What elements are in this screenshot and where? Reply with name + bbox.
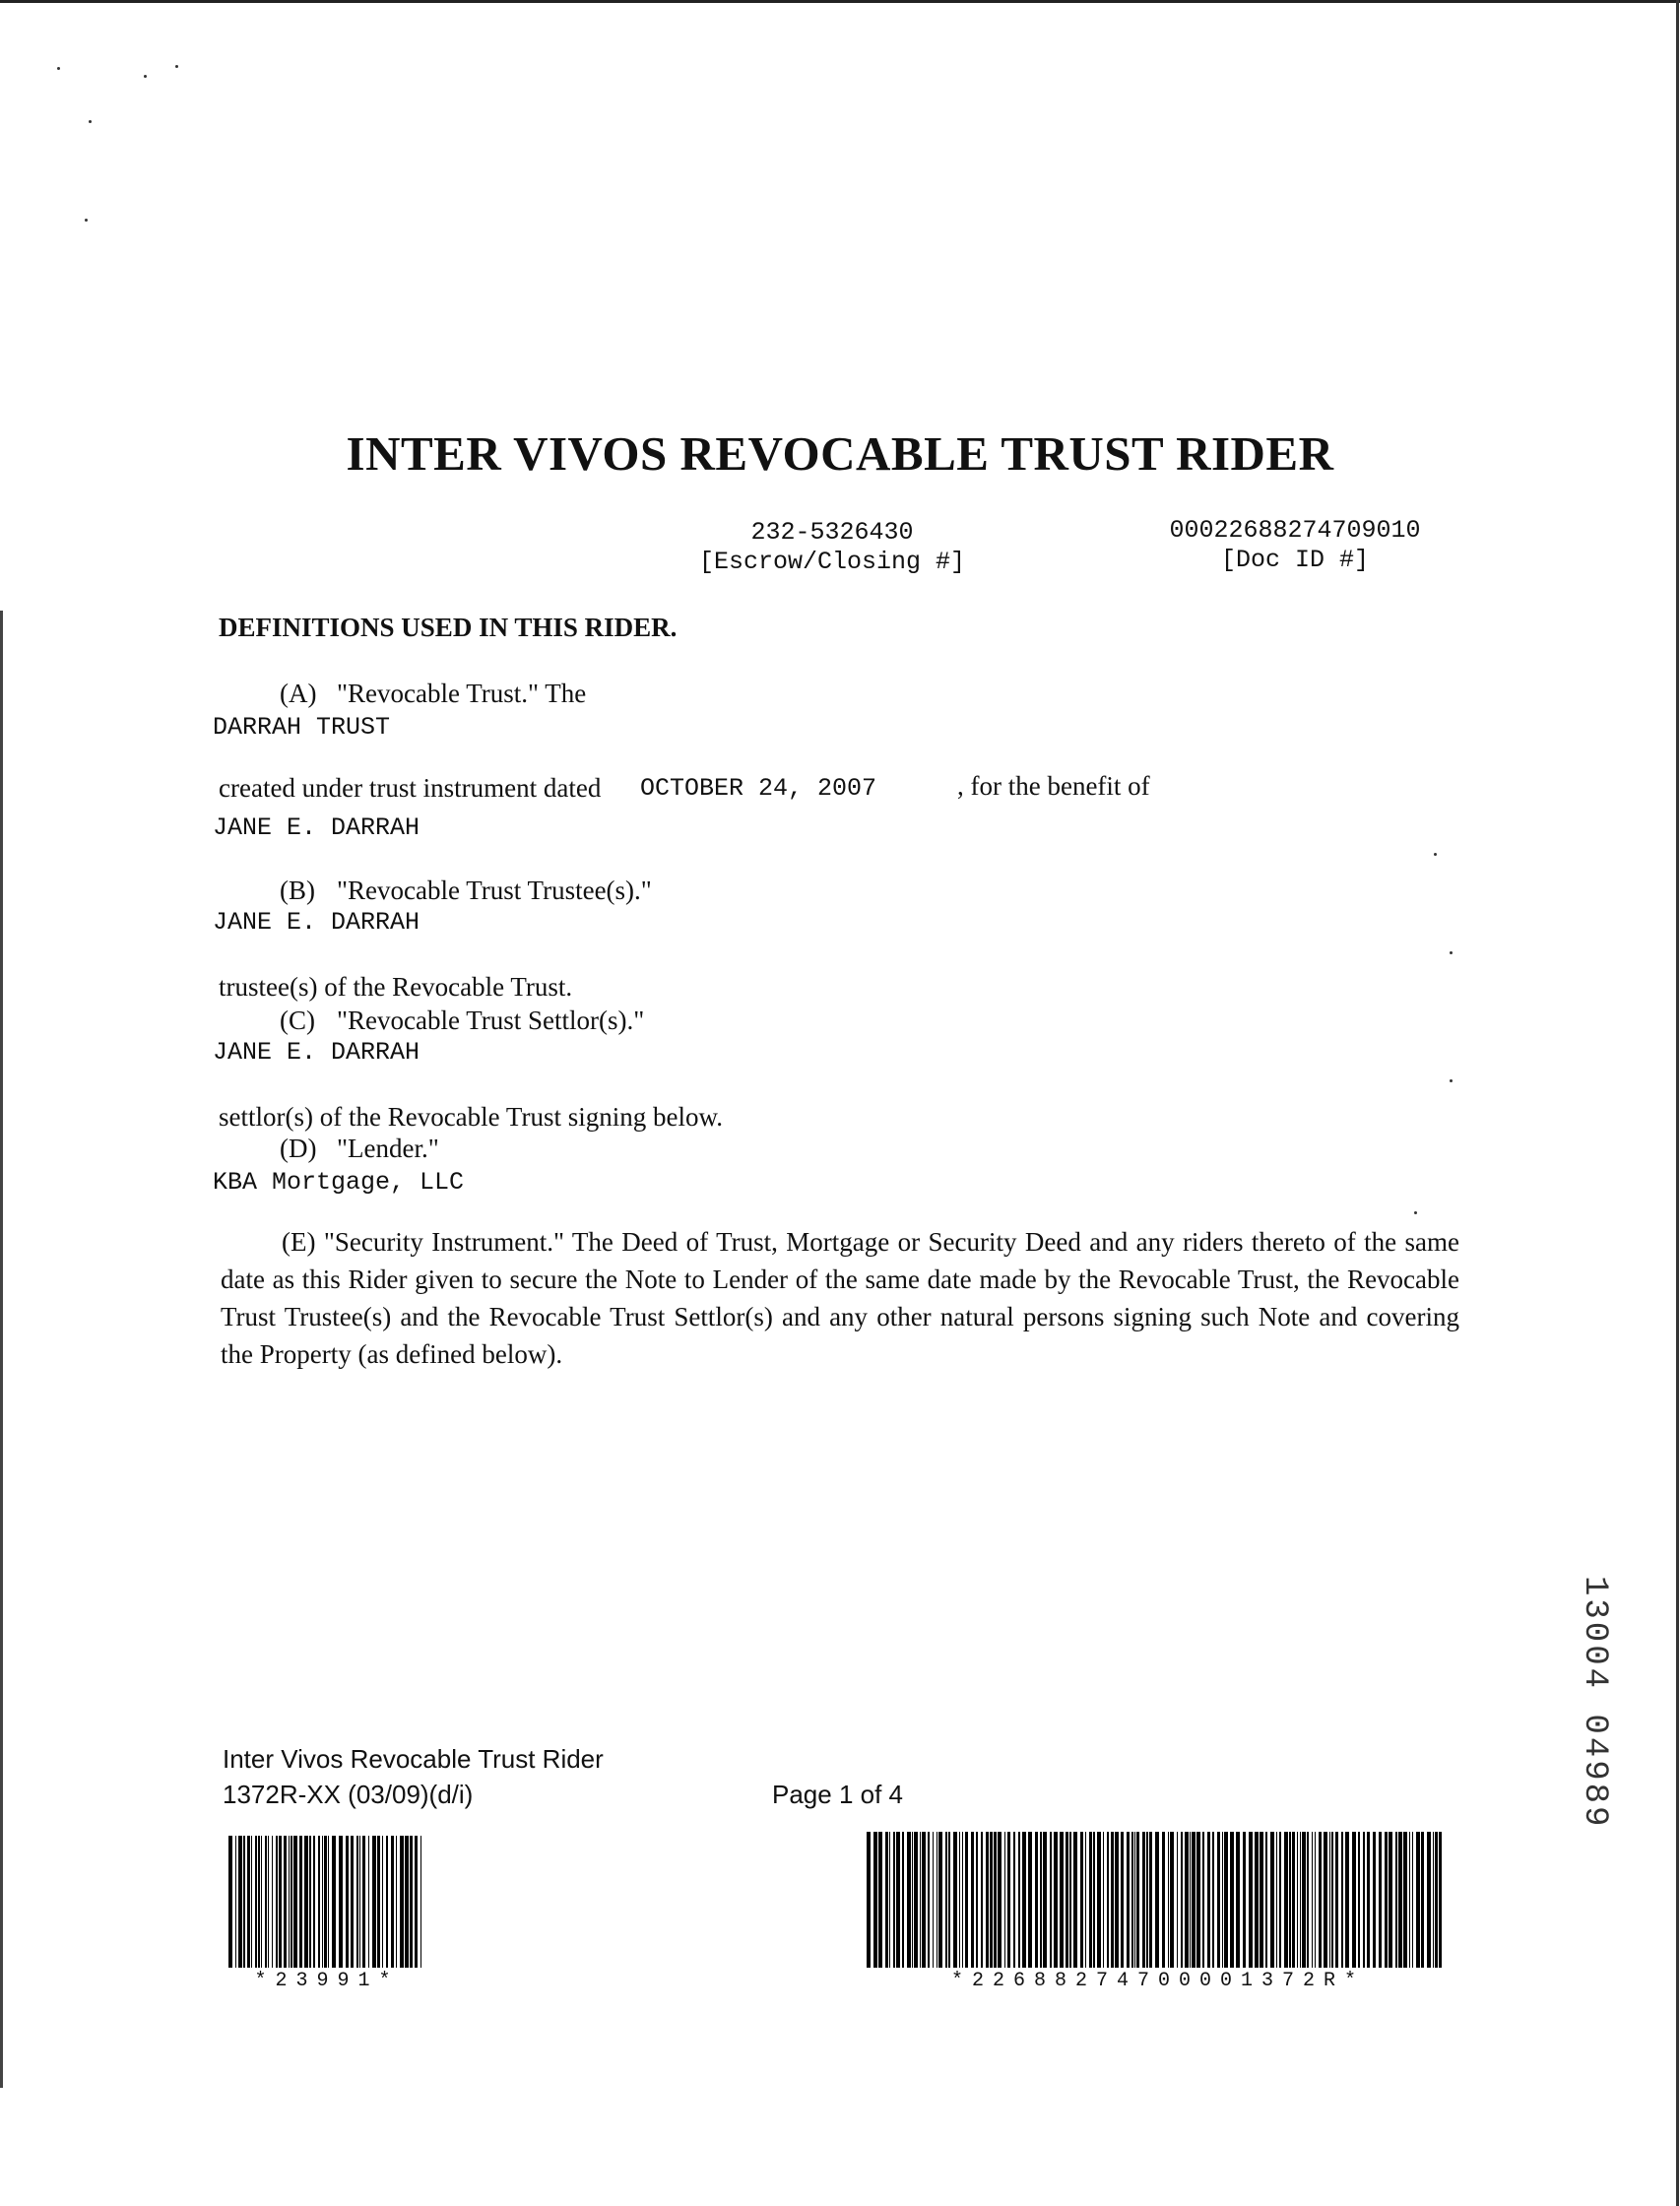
barcode-bar xyxy=(420,1836,421,1968)
barcode-bar xyxy=(1331,1832,1333,1968)
scan-speck xyxy=(1450,951,1453,954)
barcode-bar xyxy=(1149,1832,1152,1968)
barcode-bar xyxy=(235,1836,236,1968)
barcode-bar xyxy=(1352,1832,1356,1968)
barcode-bar xyxy=(339,1836,343,1968)
barcode-bar xyxy=(415,1836,418,1968)
barcode-bar xyxy=(1385,1832,1388,1968)
barcode-bar xyxy=(1115,1832,1119,1968)
barcode-bar xyxy=(959,1832,960,1968)
barcode-bar xyxy=(356,1836,358,1968)
barcode-bar xyxy=(1142,1832,1145,1968)
barcode-bar xyxy=(1435,1832,1438,1968)
barcode-bar xyxy=(258,1836,260,1968)
barcode-bar xyxy=(981,1832,983,1968)
barcode-bar xyxy=(867,1832,871,1968)
barcode-bar xyxy=(878,1832,882,1968)
barcode-bar xyxy=(1297,1832,1298,1968)
barcode-right xyxy=(867,1832,1444,1968)
barcode-bar xyxy=(1224,1832,1228,1968)
barcode-bar xyxy=(1131,1832,1133,1968)
barcode-bar xyxy=(1107,1832,1109,1968)
doc-id-label: [Doc ID #] xyxy=(1220,546,1370,574)
footer-page-number: Page 1 of 4 xyxy=(772,1780,903,1809)
barcode-bar xyxy=(920,1832,921,1968)
def-c-name: JANE E. DARRAH xyxy=(213,1038,420,1067)
barcode-bar xyxy=(1168,1832,1169,1968)
def-c-text: "Revocable Trust Settlor(s)." xyxy=(337,1006,645,1035)
barcode-bar xyxy=(1270,1832,1274,1968)
barcode-bar xyxy=(889,1832,890,1968)
barcode-bar xyxy=(1093,1832,1095,1968)
barcode-bar xyxy=(922,1832,926,1968)
barcode-bar xyxy=(1085,1832,1086,1968)
barcode-bar xyxy=(971,1832,974,1968)
barcode-bar xyxy=(1284,1832,1288,1968)
barcode-bar xyxy=(1345,1832,1349,1968)
def-a-date: OCTOBER 24, 2007 xyxy=(640,774,877,803)
barcode-bar xyxy=(291,1836,292,1968)
barcode-bar xyxy=(228,1836,232,1968)
def-b-name: JANE E. DARRAH xyxy=(213,908,420,937)
barcode-bar xyxy=(1181,1832,1183,1968)
barcode-bar xyxy=(276,1836,278,1968)
barcode-bar xyxy=(1389,1832,1392,1968)
barcode-bar xyxy=(933,1832,934,1968)
barcode-bar xyxy=(251,1836,252,1968)
barcode-bar xyxy=(1035,1832,1038,1968)
barcode-bar xyxy=(1265,1832,1267,1968)
barcode-bar xyxy=(346,1836,349,1968)
barcode-bar xyxy=(1022,1832,1026,1968)
barcode-bar xyxy=(948,1832,950,1968)
barcode-bar xyxy=(261,1836,262,1968)
barcode-bar xyxy=(1190,1832,1191,1968)
barcode-bar xyxy=(1249,1832,1253,1968)
barcode-bar xyxy=(386,1836,388,1968)
barcode-bar xyxy=(945,1832,947,1968)
barcode-bar xyxy=(1363,1832,1365,1968)
def-a-label: (A) xyxy=(280,679,317,708)
barcode-bar xyxy=(309,1836,311,1968)
barcode-bar xyxy=(962,1832,963,1968)
barcode-bar xyxy=(1373,1832,1376,1968)
def-a-trust-name: DARRAH TRUST xyxy=(213,713,391,742)
barcode-bar xyxy=(1367,1832,1370,1968)
barcode-bar xyxy=(1054,1832,1058,1968)
barcode-bar xyxy=(914,1832,918,1968)
barcode-bar xyxy=(1018,1832,1020,1968)
barcode-bar xyxy=(1300,1832,1301,1968)
barcode-bar xyxy=(299,1836,302,1968)
barcode-bar xyxy=(994,1832,997,1968)
barcode-bar xyxy=(400,1836,404,1968)
barcode-bar xyxy=(1289,1832,1291,1968)
barcode-bar xyxy=(1192,1832,1195,1968)
barcode-bar xyxy=(1395,1832,1397,1968)
barcode-bar xyxy=(1028,1832,1032,1968)
def-b-after-text: trustee(s) of the Revocable Trust. xyxy=(219,972,573,1002)
barcode-bar xyxy=(1134,1832,1135,1968)
barcode-bar xyxy=(1043,1832,1047,1968)
barcode-bar xyxy=(1013,1832,1015,1968)
side-stamp-text: 13004 04989 xyxy=(1576,1576,1613,1830)
scan-left-edge xyxy=(0,611,3,2088)
def-d-label: (D) xyxy=(280,1134,317,1163)
barcode-bar xyxy=(1196,1832,1200,1968)
barcode-bar xyxy=(1412,1832,1413,1968)
barcode-bar xyxy=(953,1832,957,1968)
document-title: INTER VIVOS REVOCABLE TRUST RIDER xyxy=(346,426,1334,481)
barcode-bar xyxy=(396,1836,397,1968)
barcode-bar xyxy=(885,1832,888,1968)
scan-speck xyxy=(1434,853,1437,856)
barcode-bar xyxy=(1004,1832,1005,1968)
barcode-bar xyxy=(938,1832,942,1968)
barcode-bar xyxy=(304,1836,308,1968)
barcode-bar xyxy=(965,1832,968,1968)
barcode-bar xyxy=(405,1836,409,1968)
barcode-bar xyxy=(1207,1832,1210,1968)
barcode-bar xyxy=(272,1836,273,1968)
barcode-bar xyxy=(1243,1832,1246,1968)
barcode-bar xyxy=(1335,1832,1338,1968)
scan-speck xyxy=(175,65,178,68)
barcode-right-caption: *22688274700001372R* xyxy=(950,1970,1366,1992)
barcode-bar xyxy=(284,1836,287,1968)
barcode-bar xyxy=(1416,1832,1420,1968)
def-d-name: KBA Mortgage, LLC xyxy=(213,1168,465,1197)
barcode-bar xyxy=(372,1836,376,1968)
barcode-bar xyxy=(1329,1832,1330,1968)
barcode-bar xyxy=(1279,1832,1281,1968)
barcode-bar xyxy=(410,1836,413,1968)
barcode-bar xyxy=(1136,1832,1139,1968)
barcode-bar xyxy=(293,1836,297,1968)
barcode-bar xyxy=(1403,1832,1407,1968)
barcode-bar xyxy=(268,1836,269,1968)
barcode-bar xyxy=(1315,1832,1316,1968)
scan-speck xyxy=(57,67,60,70)
barcode-bar xyxy=(1341,1832,1343,1968)
barcode-bar xyxy=(279,1836,282,1968)
barcode-bar xyxy=(893,1832,895,1968)
barcode-bar xyxy=(1066,1832,1068,1968)
scan-speck xyxy=(1450,1079,1453,1082)
definitions-heading: DEFINITIONS USED IN THIS RIDER. xyxy=(219,613,678,642)
def-b-text: "Revocable Trust Trustee(s)." xyxy=(337,876,652,905)
def-a-beneficiary: JANE E. DARRAH xyxy=(213,813,420,842)
barcode-bar xyxy=(1127,1832,1130,1968)
barcode-bar xyxy=(1155,1832,1159,1968)
barcode-bar xyxy=(247,1836,250,1968)
escrow-label: [Escrow/Closing #] xyxy=(698,548,966,576)
def-a-created-text: created under trust instrument dated xyxy=(219,773,602,803)
barcode-bar xyxy=(1312,1832,1313,1968)
barcode-bar xyxy=(902,1832,904,1968)
barcode-bar xyxy=(1319,1832,1322,1968)
barcode-bar xyxy=(1379,1832,1382,1968)
barcode-bar xyxy=(1097,1832,1101,1968)
barcode-bar xyxy=(313,1836,315,1968)
barcode-bar xyxy=(1103,1832,1104,1968)
barcode-bar xyxy=(1050,1832,1052,1968)
barcode-bar xyxy=(1073,1832,1077,1968)
barcode-bar xyxy=(986,1832,989,1968)
scan-speck xyxy=(1414,1211,1417,1214)
barcode-bar xyxy=(1146,1832,1148,1968)
scan-speck xyxy=(144,75,147,78)
barcode-bar xyxy=(1409,1832,1410,1968)
barcode-bar xyxy=(238,1836,242,1968)
def-e-paragraph: (E) "Security Instrument." The Deed of Trust, Mortgage or Security Deed and any riders thereto of the same date as this Rider given to secure the Note to Lender of the same date made by the Revocable Trust, the Revocable Trust Trustee(s) and the Revocable Trust Settlor(s) and any other natural persons signing such Note and covering the Property (as defined below). xyxy=(221,1227,1459,1369)
barcode-bar xyxy=(873,1832,877,1968)
barcode-bar xyxy=(912,1832,913,1968)
def-b-label: (B) xyxy=(280,876,315,905)
barcode-bar xyxy=(255,1836,257,1968)
footer-form-name: Inter Vivos Revocable Trust Rider xyxy=(223,1744,604,1774)
barcode-bar xyxy=(1185,1832,1189,1968)
barcode-bar xyxy=(324,1836,327,1968)
barcode-bar xyxy=(351,1836,354,1968)
barcode-bar xyxy=(1007,1832,1010,1968)
barcode-bar xyxy=(359,1836,360,1968)
barcode-bar xyxy=(318,1836,320,1968)
barcode-bar xyxy=(1358,1832,1360,1968)
barcode-bar xyxy=(907,1832,911,1968)
def-c-label: (C) xyxy=(280,1006,315,1035)
barcode-bar xyxy=(362,1836,365,1968)
barcode-bar xyxy=(1236,1832,1240,1968)
barcode-bar xyxy=(1398,1832,1402,1968)
barcode-bar xyxy=(1427,1832,1431,1968)
barcode-bar xyxy=(990,1832,993,1968)
barcode-bar xyxy=(896,1832,900,1968)
barcode-bar xyxy=(289,1836,290,1968)
barcode-bar xyxy=(1324,1832,1327,1968)
barcode-bar xyxy=(1292,1832,1295,1968)
barcode-bar xyxy=(328,1836,329,1968)
barcode-bar xyxy=(1040,1832,1042,1968)
def-c-after-text: settlor(s) of the Revocable Trust signing below. xyxy=(219,1102,723,1132)
barcode-bar xyxy=(1230,1832,1234,1968)
footer-form-code: 1372R-XX (03/09)(d/i) xyxy=(223,1780,474,1809)
side-stamp-number xyxy=(1574,1576,1643,1851)
scan-speck xyxy=(89,120,92,123)
barcode-bar xyxy=(332,1836,336,1968)
barcode-bar xyxy=(265,1836,267,1968)
barcode-bar xyxy=(1162,1832,1165,1968)
barcode-left xyxy=(228,1836,421,1968)
barcode-bar xyxy=(1089,1832,1092,1968)
scan-top-border xyxy=(0,0,1680,3)
barcode-bar xyxy=(1121,1832,1124,1968)
def-a-text: "Revocable Trust." The xyxy=(337,679,587,708)
barcode-bar xyxy=(1433,1832,1434,1968)
doc-id-number: 00022688274709010 xyxy=(1169,516,1421,545)
barcode-bar xyxy=(1170,1832,1174,1968)
barcode-bar xyxy=(928,1832,930,1968)
barcode-bar xyxy=(1302,1832,1306,1968)
barcode-bar xyxy=(382,1836,383,1968)
barcode-bar xyxy=(1202,1832,1204,1968)
barcode-bar xyxy=(1260,1832,1263,1968)
barcode-bar xyxy=(1080,1832,1083,1968)
barcode-bar xyxy=(1439,1832,1442,1968)
scan-speck xyxy=(85,219,88,222)
def-a-benefit-text: , for the benefit of xyxy=(957,771,1150,801)
barcode-bar xyxy=(1217,1832,1220,1968)
escrow-number: 232-5326430 xyxy=(750,518,914,547)
barcode-bar xyxy=(391,1836,394,1968)
barcode-bar xyxy=(1255,1832,1259,1968)
def-d-text: "Lender." xyxy=(337,1134,439,1163)
barcode-bar xyxy=(1421,1832,1424,1968)
barcode-bar xyxy=(1111,1832,1114,1968)
barcode-bar xyxy=(1177,1832,1178,1968)
barcode-bar xyxy=(1069,1832,1071,1968)
barcode-bar xyxy=(1222,1832,1223,1968)
barcode-bar xyxy=(322,1836,323,1968)
barcode-bar xyxy=(998,1832,1002,1968)
barcode-bar xyxy=(1307,1832,1309,1968)
barcode-bar xyxy=(976,1832,978,1968)
barcode-bar xyxy=(1212,1832,1214,1968)
scan-right-edge xyxy=(1676,0,1679,2206)
barcode-bar xyxy=(1060,1832,1064,1968)
barcode-left-caption: *23991* xyxy=(254,1970,400,1992)
barcode-bar xyxy=(1276,1832,1277,1968)
barcode-bar xyxy=(368,1836,369,1968)
barcode-bar xyxy=(243,1836,245,1968)
barcode-bar xyxy=(377,1836,380,1968)
